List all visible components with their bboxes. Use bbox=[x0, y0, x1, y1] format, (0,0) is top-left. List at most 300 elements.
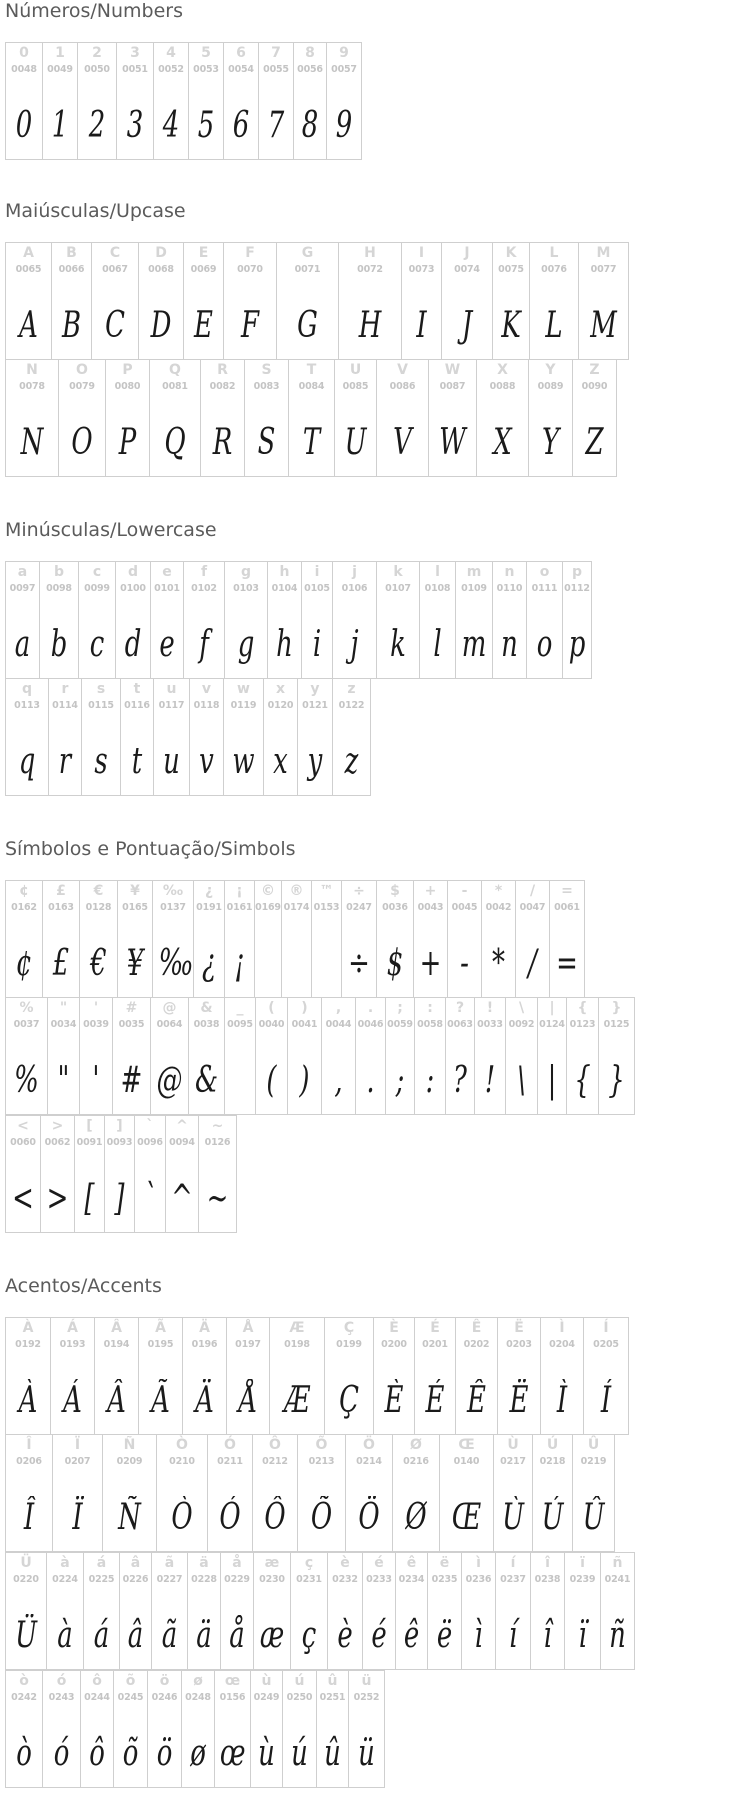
handwritten-glyph: ç bbox=[301, 1615, 317, 1656]
handwritten-glyph: i bbox=[312, 624, 322, 665]
character-label: Æ bbox=[289, 1320, 305, 1336]
character-label: Ë bbox=[514, 1320, 524, 1336]
handwritten-glyph: X bbox=[493, 422, 512, 463]
character-code: 0042 bbox=[485, 902, 512, 913]
glyph-cell bbox=[42, 1670, 81, 1788]
section-numbers bbox=[5, 0, 362, 160]
character-label: Q bbox=[169, 362, 181, 378]
handwritten-glyph: õ bbox=[122, 1733, 139, 1774]
glyph-cell bbox=[138, 242, 184, 360]
character-code: 0044 bbox=[325, 1019, 352, 1030]
glyph-cell bbox=[94, 1317, 139, 1435]
character-label: . bbox=[367, 1000, 374, 1016]
glyph-cell bbox=[51, 242, 92, 360]
handwritten-glyph: â bbox=[127, 1615, 144, 1656]
handwritten-glyph: ò bbox=[16, 1733, 32, 1774]
handwritten-glyph: I bbox=[416, 305, 427, 346]
handwritten-glyph: " bbox=[57, 1060, 70, 1101]
character-code: 0236 bbox=[465, 1574, 492, 1585]
character-label: Í bbox=[603, 1320, 609, 1336]
character-code: 0119 bbox=[230, 700, 257, 711]
glyph-cell bbox=[401, 242, 442, 360]
glyph-cell bbox=[250, 1670, 283, 1788]
glyph-cell bbox=[385, 997, 415, 1115]
glyph-cell bbox=[492, 561, 527, 679]
glyph-grid bbox=[5, 242, 629, 478]
handwritten-glyph: W bbox=[439, 422, 466, 463]
character-code: 0089 bbox=[537, 381, 564, 392]
handwritten-glyph: ä bbox=[196, 1615, 212, 1656]
character-code: 0249 bbox=[253, 1692, 280, 1703]
handwritten-glyph: Ø bbox=[405, 1497, 427, 1538]
glyph-cell bbox=[276, 242, 339, 360]
handwritten-glyph: Ô bbox=[264, 1497, 286, 1538]
character-label: Ò bbox=[176, 1437, 188, 1453]
handwritten-glyph: Ë bbox=[509, 1380, 529, 1421]
handwritten-glyph: à bbox=[57, 1615, 73, 1656]
character-label: J bbox=[464, 245, 470, 261]
handwritten-glyph: Ê bbox=[467, 1380, 486, 1421]
glyph-cell bbox=[152, 880, 194, 998]
character-label: $ bbox=[390, 883, 400, 899]
glyph-grid bbox=[5, 880, 635, 1234]
glyph-row bbox=[5, 242, 629, 360]
character-code: 0201 bbox=[422, 1339, 448, 1350]
glyph-cell bbox=[476, 359, 529, 477]
handwritten-glyph: h bbox=[276, 624, 293, 665]
character-label: j bbox=[352, 564, 357, 580]
handwritten-glyph: î bbox=[543, 1615, 552, 1656]
character-label: ì bbox=[476, 1555, 481, 1571]
character-label: ' bbox=[93, 1000, 99, 1016]
character-label: M bbox=[596, 245, 611, 261]
handwritten-glyph: a bbox=[14, 624, 31, 665]
handwritten-glyph: = bbox=[556, 943, 578, 984]
glyph-cell bbox=[562, 561, 592, 679]
character-label: & bbox=[200, 1000, 213, 1016]
handwritten-glyph: 4 bbox=[162, 105, 180, 146]
character-label: H bbox=[364, 245, 376, 261]
character-label: ¡ bbox=[236, 883, 243, 899]
glyph-cell bbox=[532, 1434, 573, 1552]
glyph-cell bbox=[461, 1552, 496, 1670]
character-label: Z bbox=[589, 362, 600, 378]
glyph-row bbox=[5, 1435, 635, 1553]
character-label: è bbox=[340, 1555, 350, 1571]
character-label: u bbox=[166, 681, 177, 697]
character-label: Ù bbox=[507, 1437, 519, 1453]
glyph-cell bbox=[182, 1317, 227, 1435]
character-code: 0197 bbox=[235, 1339, 261, 1350]
glyph-grid bbox=[5, 561, 592, 797]
character-label: < bbox=[17, 1118, 29, 1134]
handwritten-glyph: Ç bbox=[339, 1380, 359, 1421]
character-code: 0106 bbox=[341, 583, 368, 594]
character-code: 0093 bbox=[106, 1137, 133, 1148]
glyph-cell bbox=[79, 997, 113, 1115]
character-code: 0108 bbox=[424, 583, 451, 594]
character-label: á bbox=[96, 1555, 107, 1571]
character-label: E bbox=[198, 245, 209, 261]
character-label: õ bbox=[125, 1673, 136, 1689]
glyph-row bbox=[5, 1553, 635, 1671]
character-label: I bbox=[418, 245, 425, 261]
handwritten-glyph: Á bbox=[63, 1380, 82, 1421]
character-label: À bbox=[22, 1320, 34, 1336]
character-code: 0046 bbox=[357, 1019, 384, 1030]
handwritten-glyph: H bbox=[358, 305, 382, 346]
handwritten-glyph: V bbox=[393, 422, 412, 463]
glyph-cell bbox=[220, 1552, 254, 1670]
character-label: Ú bbox=[546, 1437, 559, 1453]
character-label: Õ bbox=[315, 1437, 328, 1453]
glyph-cell bbox=[198, 1115, 237, 1233]
character-code: 0052 bbox=[158, 64, 184, 75]
handwritten-glyph: K bbox=[501, 305, 521, 346]
glyph-cell bbox=[549, 880, 585, 998]
character-label: È bbox=[389, 1320, 399, 1336]
glyph-cell bbox=[537, 997, 567, 1115]
handwritten-glyph: Ú bbox=[541, 1497, 564, 1538]
handwritten-glyph: ? bbox=[453, 1060, 467, 1101]
character-label: # bbox=[125, 1000, 138, 1016]
glyph-cell bbox=[455, 1317, 498, 1435]
handwritten-glyph: E bbox=[194, 305, 213, 346]
character-code: 0049 bbox=[47, 64, 73, 75]
section-heading: Números/Numbers bbox=[5, 0, 183, 22]
character-label: £ bbox=[56, 883, 66, 899]
character-label: % bbox=[19, 1000, 34, 1016]
character-code: 0040 bbox=[258, 1019, 285, 1030]
glyph-cell bbox=[515, 880, 550, 998]
character-label: k bbox=[393, 564, 403, 580]
character-label: , bbox=[335, 1000, 342, 1016]
handwritten-glyph: b bbox=[50, 624, 68, 665]
handwritten-glyph: Å bbox=[238, 1380, 258, 1421]
character-code: 0060 bbox=[10, 1137, 36, 1148]
handwritten-glyph: q bbox=[18, 741, 36, 782]
character-code: 0078 bbox=[19, 381, 45, 392]
character-label: Ç bbox=[343, 1320, 355, 1336]
handwritten-glyph: P bbox=[118, 422, 137, 463]
character-label: ã bbox=[164, 1555, 175, 1571]
handwritten-glyph: ø bbox=[190, 1733, 206, 1774]
character-label: q bbox=[21, 681, 33, 697]
handwritten-glyph: É bbox=[425, 1380, 445, 1421]
character-code: 0066 bbox=[58, 264, 85, 275]
handwritten-glyph: ‰ bbox=[158, 943, 194, 984]
handwritten-glyph: B bbox=[61, 305, 82, 346]
character-code: 0059 bbox=[387, 1019, 413, 1030]
character-code: 0047 bbox=[519, 902, 546, 913]
character-label: o bbox=[539, 564, 550, 580]
handwritten-glyph: ) bbox=[299, 1060, 310, 1101]
character-label: P bbox=[122, 362, 133, 378]
character-label: i bbox=[314, 564, 320, 580]
glyph-cell bbox=[348, 1670, 385, 1788]
glyph-cell bbox=[42, 42, 78, 160]
character-label: p bbox=[571, 564, 583, 580]
character-code: 0218 bbox=[539, 1456, 566, 1467]
handwritten-glyph: Ó bbox=[219, 1497, 241, 1538]
glyph-row bbox=[5, 1317, 635, 1435]
glyph-cell bbox=[287, 997, 322, 1115]
character-code: 0039 bbox=[83, 1019, 109, 1030]
glyph-cell bbox=[338, 242, 402, 360]
character-code: 0227 bbox=[156, 1574, 183, 1585]
character-code: 0085 bbox=[342, 381, 369, 392]
character-code: 0077 bbox=[590, 264, 617, 275]
character-label: = bbox=[561, 883, 573, 899]
glyph-cell bbox=[91, 242, 139, 360]
glyph-cell bbox=[376, 880, 414, 998]
glyph-cell bbox=[258, 42, 294, 160]
character-code: 0096 bbox=[137, 1137, 163, 1148]
glyph-cell bbox=[5, 1434, 53, 1552]
handwritten-glyph: O bbox=[71, 422, 93, 463]
character-code: 0043 bbox=[417, 902, 444, 913]
handwritten-glyph: Ã bbox=[151, 1380, 170, 1421]
handwritten-glyph: ú bbox=[291, 1733, 308, 1774]
character-code: 0110 bbox=[496, 583, 523, 594]
handwritten-glyph: o bbox=[536, 624, 553, 665]
glyph-cell bbox=[395, 1552, 428, 1670]
handwritten-glyph: Z bbox=[585, 422, 604, 463]
handwritten-glyph: > bbox=[46, 1178, 69, 1219]
character-label: û bbox=[327, 1673, 338, 1689]
glyph-cell bbox=[5, 42, 43, 160]
character-label: B bbox=[66, 245, 77, 261]
handwritten-glyph: D bbox=[150, 305, 172, 346]
glyph-cell bbox=[530, 1552, 565, 1670]
character-code: 0243 bbox=[48, 1692, 75, 1703]
glyph-cell bbox=[5, 1552, 47, 1670]
glyph-cell bbox=[341, 880, 377, 998]
glyph-cell bbox=[392, 1434, 440, 1552]
character-label: ` bbox=[146, 1118, 154, 1134]
character-label: ú bbox=[294, 1673, 305, 1689]
character-label: Á bbox=[67, 1320, 78, 1336]
glyph-cell bbox=[188, 997, 225, 1115]
handwritten-glyph bbox=[286, 939, 307, 989]
handwritten-glyph: r bbox=[58, 741, 72, 782]
handwritten-glyph: s bbox=[94, 741, 108, 782]
character-code: 0067 bbox=[102, 264, 128, 275]
handwritten-glyph: v bbox=[199, 741, 214, 782]
character-label: 5 bbox=[201, 45, 211, 61]
character-label: ï bbox=[580, 1555, 585, 1571]
handwritten-glyph: ï bbox=[578, 1615, 587, 1656]
glyph-cell bbox=[102, 1434, 157, 1552]
character-code: 0045 bbox=[451, 902, 478, 913]
character-code: 0115 bbox=[88, 700, 114, 711]
character-code: 0056 bbox=[297, 64, 323, 75]
glyph-cell bbox=[156, 1434, 208, 1552]
character-label: í bbox=[510, 1555, 516, 1571]
glyph-grid bbox=[5, 42, 362, 160]
handwritten-glyph: G bbox=[297, 305, 318, 346]
character-label: œ bbox=[224, 1673, 241, 1689]
character-label: | bbox=[549, 1000, 555, 1016]
character-label: ñ bbox=[612, 1555, 623, 1571]
character-code: 0091 bbox=[76, 1137, 103, 1148]
character-label: ø bbox=[193, 1673, 203, 1689]
character-code: 0033 bbox=[477, 1019, 503, 1030]
character-label: ™ bbox=[319, 883, 334, 899]
character-code: 0211 bbox=[217, 1456, 243, 1467]
character-label: } bbox=[611, 1000, 622, 1016]
character-label: Ø bbox=[410, 1437, 422, 1453]
glyph-cell bbox=[115, 561, 151, 679]
character-code: 0124 bbox=[539, 1019, 565, 1030]
character-label: Y bbox=[545, 362, 556, 378]
character-code: 0209 bbox=[116, 1456, 143, 1467]
handwritten-glyph: é bbox=[371, 1615, 387, 1656]
glyph-cell bbox=[600, 1552, 635, 1670]
character-code: 0193 bbox=[59, 1339, 86, 1350]
glyph-cell bbox=[46, 1552, 84, 1670]
character-label: Ö bbox=[363, 1437, 375, 1453]
character-code: 0169 bbox=[255, 902, 281, 913]
character-code: 0076 bbox=[541, 264, 567, 275]
character-label: Ü bbox=[20, 1555, 32, 1571]
character-code: 0140 bbox=[453, 1456, 480, 1467]
character-code: 0192 bbox=[15, 1339, 41, 1350]
character-code: 0241 bbox=[604, 1574, 631, 1585]
glyph-cell bbox=[301, 561, 333, 679]
glyph-row bbox=[5, 561, 592, 679]
glyph-cell bbox=[5, 1317, 51, 1435]
handwritten-glyph: g bbox=[237, 624, 255, 665]
character-label: ô bbox=[92, 1673, 102, 1689]
character-code: 0057 bbox=[331, 64, 357, 75]
character-code: 0224 bbox=[52, 1574, 78, 1585]
handwritten-glyph: ÷ bbox=[348, 943, 370, 984]
character-code: 0126 bbox=[204, 1137, 231, 1148]
glyph-cell bbox=[267, 561, 302, 679]
character-code: 0246 bbox=[151, 1692, 178, 1703]
character-label: ö bbox=[159, 1673, 170, 1689]
glyph-cell bbox=[48, 678, 82, 796]
character-code: 0098 bbox=[46, 583, 72, 594]
character-label: ~ bbox=[211, 1118, 224, 1134]
character-code: 0128 bbox=[85, 902, 112, 913]
character-code: 0094 bbox=[169, 1137, 195, 1148]
glyph-cell bbox=[578, 242, 629, 360]
handwritten-glyph: ( bbox=[266, 1060, 277, 1101]
character-code: 0174 bbox=[283, 902, 310, 913]
character-code: 0062 bbox=[44, 1137, 71, 1148]
character-code: 0219 bbox=[580, 1456, 607, 1467]
glyph-cell bbox=[505, 997, 538, 1115]
glyph-cell bbox=[345, 1434, 393, 1552]
character-code: 0107 bbox=[385, 583, 411, 594]
handwritten-glyph: M bbox=[590, 305, 617, 346]
character-code: 0118 bbox=[193, 700, 220, 711]
handwritten-glyph: ~ bbox=[206, 1178, 229, 1219]
character-label: + bbox=[424, 883, 437, 899]
character-label: L bbox=[549, 245, 559, 261]
handwritten-glyph: m bbox=[461, 624, 487, 665]
handwritten-glyph: Ò bbox=[171, 1497, 193, 1538]
character-code: 0220 bbox=[13, 1574, 39, 1585]
handwritten-glyph: L bbox=[545, 305, 563, 346]
glyph-cell bbox=[540, 1317, 584, 1435]
glyph-cell bbox=[419, 561, 456, 679]
character-code: 0058 bbox=[417, 1019, 443, 1030]
handwritten-glyph: $ bbox=[386, 943, 404, 984]
handwritten-glyph: w bbox=[232, 741, 255, 782]
character-label: > bbox=[51, 1118, 64, 1134]
character-code: 0247 bbox=[346, 902, 372, 913]
glyph-cell bbox=[326, 42, 362, 160]
glyph-cell bbox=[493, 1434, 533, 1552]
handwritten-glyph: ë bbox=[436, 1615, 453, 1656]
handwritten-glyph: U bbox=[344, 422, 367, 463]
glyph-cell bbox=[481, 880, 516, 998]
glyph-cell bbox=[255, 997, 288, 1115]
character-label: b bbox=[53, 564, 65, 580]
handwritten-glyph: 2 bbox=[88, 105, 106, 146]
handwritten-glyph: ' bbox=[92, 1060, 100, 1101]
character-label: Ñ bbox=[123, 1437, 136, 1453]
character-code: 0035 bbox=[118, 1019, 145, 1030]
handwritten-glyph: Ì bbox=[556, 1380, 568, 1421]
handwritten-glyph: 5 bbox=[197, 105, 215, 146]
handwritten-glyph: û bbox=[324, 1733, 341, 1774]
handwritten-glyph: [ bbox=[84, 1178, 95, 1219]
handwritten-glyph: Î bbox=[23, 1497, 35, 1538]
character-code: 0217 bbox=[500, 1456, 526, 1467]
character-code: 0073 bbox=[408, 264, 435, 275]
handwritten-glyph: Q bbox=[164, 422, 186, 463]
glyph-cell bbox=[224, 561, 268, 679]
character-code: 0235 bbox=[431, 1574, 458, 1585]
character-label: X bbox=[497, 362, 508, 378]
character-label: ò bbox=[19, 1673, 29, 1689]
glyph-cell bbox=[495, 1552, 531, 1670]
handwritten-glyph: J bbox=[461, 305, 473, 346]
glyph-cell bbox=[223, 678, 264, 796]
handwritten-glyph: R bbox=[212, 422, 233, 463]
handwritten-glyph: e bbox=[159, 624, 175, 665]
character-label: a bbox=[17, 564, 28, 580]
glyph-cell bbox=[427, 1552, 462, 1670]
glyph-cell bbox=[414, 1317, 456, 1435]
character-label: r bbox=[61, 681, 69, 697]
handwritten-glyph: ö bbox=[156, 1733, 173, 1774]
character-label: à bbox=[60, 1555, 70, 1571]
character-code: 0071 bbox=[294, 264, 321, 275]
character-code: 0116 bbox=[124, 700, 150, 711]
character-code: 0202 bbox=[463, 1339, 490, 1350]
character-code: 0156 bbox=[219, 1692, 246, 1703]
handwritten-glyph: p bbox=[568, 624, 586, 665]
character-code: 0214 bbox=[356, 1456, 382, 1467]
character-code: 0206 bbox=[16, 1456, 42, 1467]
glyph-cell bbox=[5, 242, 52, 360]
glyph-cell bbox=[79, 880, 118, 998]
character-label: t bbox=[133, 681, 141, 697]
character-label: 9 bbox=[339, 45, 349, 61]
handwritten-glyph bbox=[229, 1056, 251, 1106]
character-label: ) bbox=[301, 1000, 308, 1016]
character-label: @ bbox=[162, 1000, 177, 1016]
handwritten-glyph: } bbox=[608, 1060, 625, 1101]
character-code: 0205 bbox=[593, 1339, 619, 1350]
glyph-cell bbox=[572, 359, 617, 477]
character-label: ; bbox=[397, 1000, 403, 1016]
